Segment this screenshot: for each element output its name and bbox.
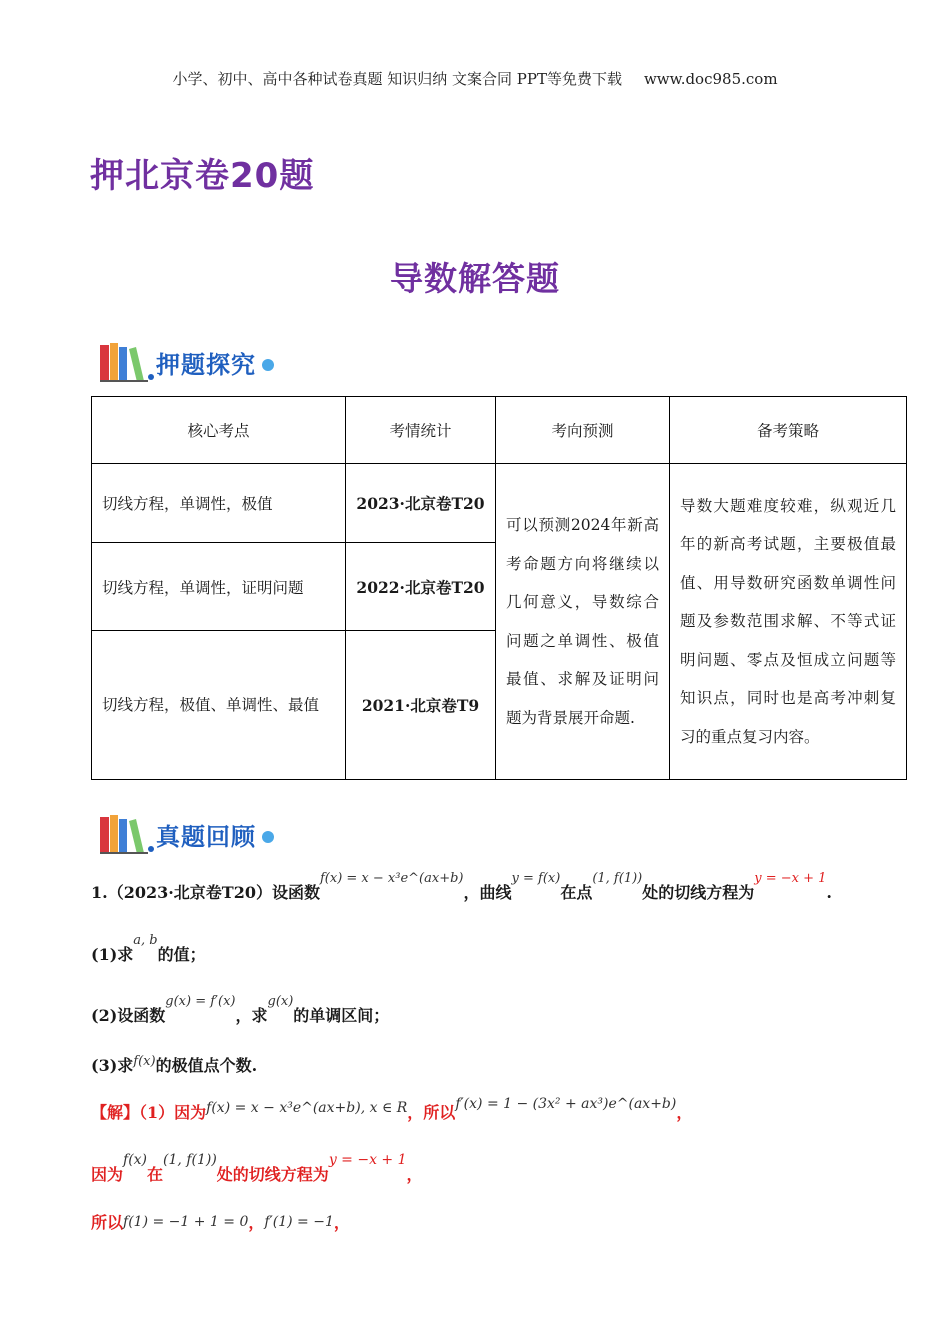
part-label: (2)设函数 bbox=[91, 1006, 166, 1025]
solution-text: 在 bbox=[147, 1165, 164, 1184]
column-header: 考向预测 bbox=[496, 397, 670, 464]
part-formula: a, b bbox=[133, 933, 158, 948]
table-header-row bbox=[92, 397, 907, 464]
solution-formula: f′(1) = −1 bbox=[264, 1214, 334, 1230]
solution-formula: f′(x) = 1 − (3x² + ax³)e^(ax+b) bbox=[455, 1096, 677, 1112]
strategy-cell: 导数大题难度较难，纵观近几年的新高考试题，主要极值最值、用导数研究函数单调性问题及参数范围求解、不等式证明问题、零点及恒成立问题等知识点，同时也是高考冲刺复习的重点复习内容。 bbox=[670, 464, 907, 780]
question-part-3 bbox=[91, 1053, 257, 1076]
solution-text: 所以 bbox=[91, 1213, 124, 1232]
page-header bbox=[0, 68, 950, 89]
part-label: (1)求 bbox=[91, 945, 134, 964]
part-formula: g(x) = f′(x) bbox=[165, 994, 236, 1009]
dot-icon bbox=[262, 831, 274, 843]
stem-text: 处的切线方程为 bbox=[642, 883, 755, 902]
function-formula: f(x) = x − x³e^(ax+b) bbox=[319, 871, 464, 886]
column-header: 备考策略 bbox=[670, 397, 907, 464]
topic-cell: 切线方程，单调性，极值 bbox=[92, 464, 346, 543]
solution-line-3 bbox=[91, 1210, 350, 1233]
column-header: 考情统计 bbox=[346, 397, 496, 464]
solution-text: ， bbox=[248, 1213, 265, 1232]
section-header-forecast bbox=[98, 340, 274, 384]
header-url[interactable]: www.doc985.com bbox=[643, 70, 778, 88]
question-part-2 bbox=[91, 994, 390, 1026]
solution-text: 因为 bbox=[91, 1165, 124, 1184]
solution-line-2 bbox=[91, 1152, 423, 1185]
part-label: (3)求 bbox=[91, 1056, 134, 1075]
header-tagline: 小学、初中、高中各种试卷真题 知识归纳 文案合同 PPT等免费下载 bbox=[172, 70, 622, 88]
solution-formula: f(1) = −1 + 1 = 0 bbox=[123, 1214, 249, 1230]
dot-icon bbox=[262, 359, 274, 371]
solution-text: ， bbox=[406, 1165, 423, 1184]
solution-text: ， bbox=[676, 1103, 693, 1122]
question-part-1 bbox=[91, 933, 206, 965]
document-subtitle: 导数解答题 bbox=[390, 259, 560, 298]
table-row bbox=[92, 464, 907, 543]
solution-text: （1）因为 bbox=[139, 1103, 207, 1122]
point-formula: (1, f(1)) bbox=[592, 871, 643, 886]
solution-formula: (1, f(1)) bbox=[163, 1152, 217, 1168]
part-text: ，求 bbox=[235, 1006, 268, 1025]
document-title: 押北京卷20题 bbox=[90, 156, 315, 196]
solution-formula: y = −x + 1 bbox=[328, 1152, 407, 1168]
solution-formula: f(x) bbox=[123, 1152, 148, 1168]
part-formula: f(x) bbox=[133, 1054, 156, 1069]
part-text: 的极值点个数. bbox=[155, 1056, 258, 1075]
stem-text: ，曲线 bbox=[463, 883, 512, 902]
stat-cell: 2021·北京卷T9 bbox=[346, 631, 496, 780]
stem-text: . bbox=[826, 883, 832, 902]
topic-cell: 切线方程，极值、单调性、最值 bbox=[92, 631, 346, 780]
books-icon bbox=[98, 341, 154, 383]
solution-formula: f(x) = x − x³e^(ax+b), x ∈ R bbox=[206, 1100, 408, 1116]
question-number: 1.（2023·北京卷T20）设函数 bbox=[91, 883, 320, 902]
tangent-formula: y = −x + 1 bbox=[754, 871, 827, 886]
solution-text: ，所以 bbox=[407, 1103, 456, 1122]
stat-cell: 2022·北京卷T20 bbox=[346, 543, 496, 631]
question-stem bbox=[91, 871, 832, 903]
section-header-review bbox=[98, 812, 274, 856]
section-label: 真题回顾 bbox=[156, 822, 256, 851]
column-header: 核心考点 bbox=[92, 397, 346, 464]
section-label: 押题探究 bbox=[156, 350, 256, 379]
curve-formula: y = f(x) bbox=[511, 871, 561, 886]
topic-cell: 切线方程，单调性，证明问题 bbox=[92, 543, 346, 631]
part-text: 的值； bbox=[157, 945, 206, 964]
stat-cell: 2023·北京卷T20 bbox=[346, 464, 496, 543]
forecast-cell: 可以预测2024年新高考命题方向将继续以几何意义，导数综合问题之单调性、极值最值、求解及证明问题为背景展开命题. bbox=[496, 464, 670, 780]
stem-text: 在点 bbox=[560, 883, 593, 902]
solution-tag: 【解】 bbox=[91, 1103, 140, 1122]
solution-text: ， bbox=[333, 1213, 350, 1232]
solution-text: 处的切线方程为 bbox=[216, 1165, 329, 1184]
books-icon bbox=[98, 813, 154, 855]
part-text: 的单调区间； bbox=[293, 1006, 390, 1025]
solution-line-1 bbox=[91, 1096, 693, 1123]
part-formula: g(x) bbox=[267, 994, 294, 1009]
exam-analysis-table bbox=[91, 396, 907, 780]
